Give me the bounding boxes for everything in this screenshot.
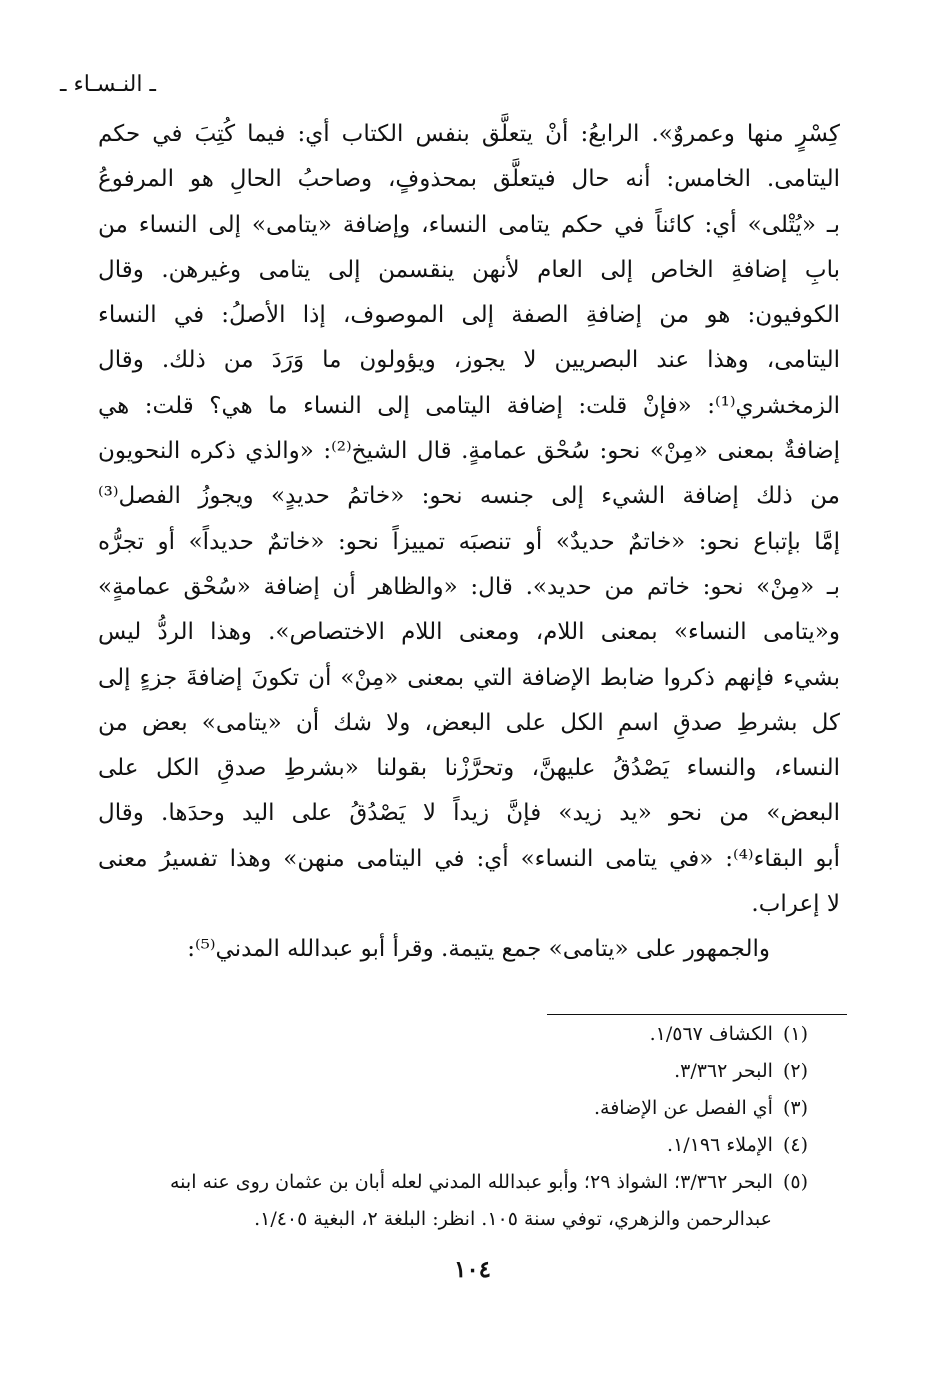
text-line: من ذلك إضافة الشيء إلى جنسه نحو: «خاتمُ حديدٍ» ويجوزُ الفصل⁽³⁾ (98, 483, 840, 510)
text-line: الكوفيون: هو من إضافةِ الصفة إلى الموصوف، إذا الأصلُ: في النساء (98, 302, 840, 329)
footnote-item (98, 1127, 808, 1164)
text-line: كل بشرطِ صدقِ اسمِ الكل على البعض، ولا شك أن «يتامى» بعض من (98, 709, 840, 736)
footnote-number: (٤) (782, 1134, 808, 1156)
footnote-number: (٣) (782, 1097, 808, 1119)
text-line: اليتامى. الخامس: أنه حال فيتعلَّق بمحذوفٍ، وصاحبُ الحالِ هو المرفوعُ (98, 166, 840, 193)
footnote-text: البحر ٣/٣٦٢؛ الشواذ ٢٩؛ وأبو عبدالله المدني لعله أبان بن عثمان روى عنه ابنه (169, 1171, 773, 1193)
text-line: الزمخشري⁽¹⁾: «فإنْ قلت: إضافة اليتامى إلى النساء ما هي؟ قلت: هي (98, 392, 840, 419)
footnote-item (98, 1053, 808, 1090)
footnote-separator (547, 1014, 847, 1015)
footnote-item (98, 1090, 808, 1127)
footnote-number: (٥) (782, 1171, 808, 1193)
footnote-continuation (98, 1201, 808, 1238)
main-text (98, 112, 840, 973)
footnote-text: أي الفصل عن الإضافة. (593, 1097, 773, 1119)
text-line: بشيء فإنهم ذكروا ضابط الإضافة التي بمعنى «مِنْ» أن تكونَ إضافةَ جزءٍ إلى (98, 664, 840, 691)
footnote-item (98, 1164, 808, 1201)
text-line: بـ «يُتْلى» أي: كائناً في حكم يتامى النساء، وإضافة «يتامى» إلى النساء من (98, 211, 840, 238)
footnote-number: (١) (782, 1023, 808, 1045)
footnote-text: البحر ٣/٣٦٢. (674, 1060, 773, 1082)
footnote-text: الكشاف ١/٥٦٧. (649, 1023, 773, 1045)
page-number: ١٠٤ (453, 1256, 492, 1283)
footnotes (98, 1016, 808, 1238)
footnote-number: (٢) (782, 1060, 808, 1082)
footnote-item (98, 1016, 808, 1053)
text-line: البعض» من نحو «يد زيد» فإنَّ زيداً لا يَصْدُقُ على اليد وحدَها. وقال (98, 800, 840, 827)
footnote-text: الإملاء ١/١٩٦. (667, 1134, 773, 1156)
footnote-text: عبدالرحمن والزهري، توفي سنة ١٠٥. انظر: البلغة ٢، البغية ١/٤٠٥. (254, 1208, 772, 1230)
running-header (60, 72, 860, 97)
text-line: لا إعراب. (751, 891, 840, 918)
text-line: و«يتامى النساء» بمعنى اللام، ومعنى اللام الاختصاص». وهذا الردُّ ليس (98, 619, 840, 646)
text-line: كِسْرٍ منها وعمروٌ». الرابعُ: أنْ يتعلَّق بنفس الكتاب أي: فيما كُتِبَ في حكم (98, 121, 840, 147)
text-line: اليتامى، وهذا عند البصريين لا يجوز، ويؤولون ما وَرَدَ من ذلك. وقال (98, 347, 840, 374)
text-line: بابِ إضافةِ الخاص إلى العام لأنهن ينقسمن إلى يتامى وغيرهن. وقال (98, 256, 840, 283)
text-line: إمَّا بإتباع نحو: «خاتمٌ حديدٌ» أو تنصبَه تمييزاً نحو: «خاتمٌ حديداً» أو تجرُّه (98, 528, 840, 555)
running-title: ـ النـسـاء ـ (60, 72, 156, 97)
text-line: أبو البقاء⁽⁴⁾: «في يتامى النساء» أي: في اليتامى منهن» وهذا تفسيرُ معنى (98, 845, 840, 872)
text-line: إضافةٌ بمعنى «مِنْ» نحو: سُحْق عمامةٍ. قال الشيخ⁽²⁾: «والذي ذكره النحويون (98, 438, 840, 465)
paragraph-start-line: والجمهور على «يتامى» جمع يتيمة. وقرأ أبو عبدالله المدني⁽⁵⁾: (187, 936, 770, 963)
text-line: بـ «مِنْ» نحو: خاتم من حديد». قال: «والظاهر أن إضافة «سُحْق عمامةٍ» (98, 573, 840, 600)
text-line: النساء، والنساء يَصْدُقُ عليهنَّ، وتحرَّزْنا بقولنا «بشرطِ صدقِ الكل على (98, 755, 840, 782)
